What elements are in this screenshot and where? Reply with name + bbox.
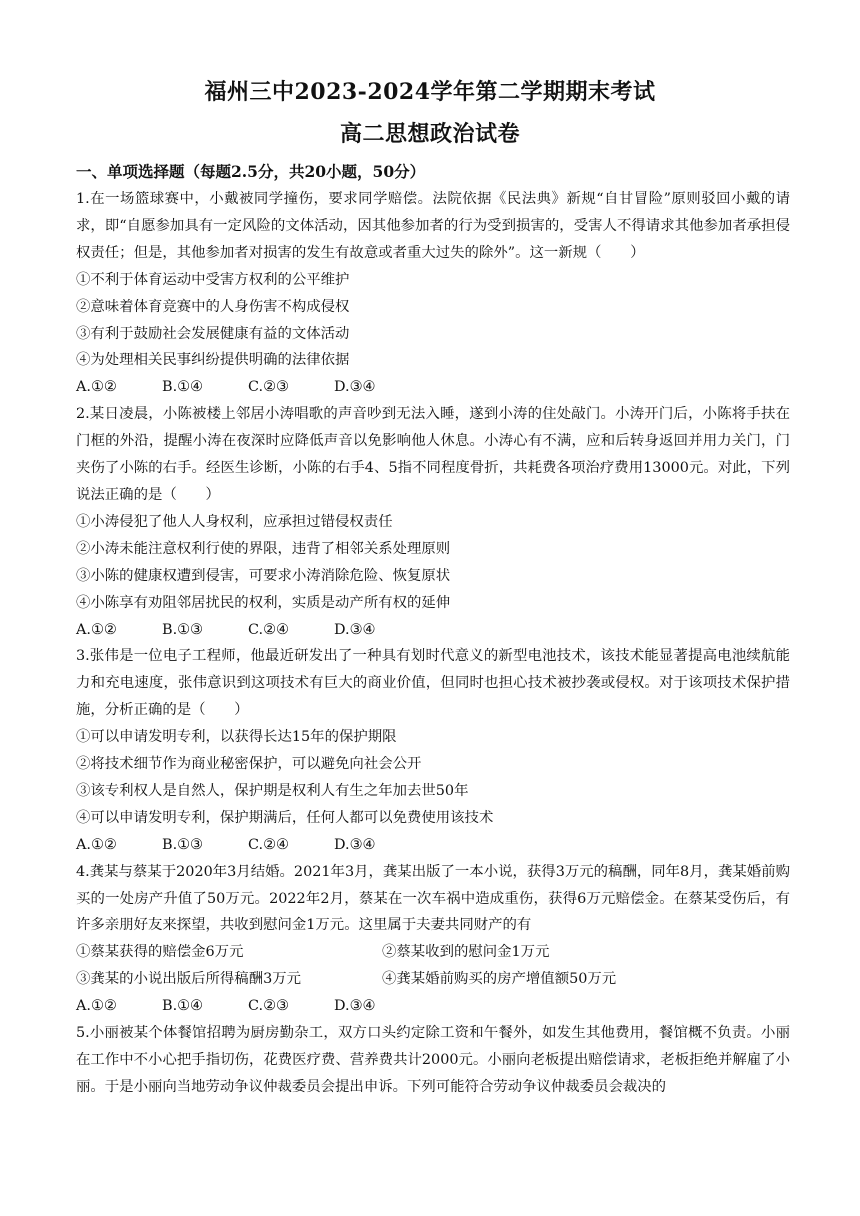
question-stem: 3.张伟是一位电子工程师，他最近研发出了一种具有划时代意义的新型电池技术，该技术能显著提高电池续航能力和充电速度，张伟意识到这项技术有巨大的商业价值，但同时也担心技术被抄袭或侵权。对于该项技术保护措施，分析正确的是（ ） — [76, 648, 790, 719]
question-stem: 2.某日凌晨，小陈被楼上邻居小涛唱歌的声音吵到无法入睡，遂到小涛的住处敲门。小涛开门后，小陈将手扶在门框的外沿，提醒小涛在夜深时应降低声音以免影响他人休息。小涛心有不满，应和后转身返回并用力关门，门夹伤了小陈的右手。经医生诊断，小陈的右手4、5指不同程度骨折，共耗费各项治疗费用13000元。对此，下列说法正确的是（ ） — [76, 406, 790, 503]
option-4: ④龚某婚前购买的房产增值额50万元 — [382, 971, 617, 988]
choice-b: B.①④ — [162, 998, 203, 1015]
choice-a: A.①② — [76, 836, 117, 853]
question-2 — [76, 401, 790, 643]
option-2: ②将技术细节作为商业秘密保护，可以避免向社会公开 — [76, 756, 422, 773]
option-2: ②蔡某收到的慰问金1万元 — [382, 944, 550, 961]
option-3: ③该专利权人是自然人，保护期是权利人有生之年加去世50年 — [76, 782, 469, 799]
choice-a: A.①② — [76, 379, 117, 396]
option-4: ④可以申请发明专利，保护期满后，任何人都可以免费使用该技术 — [76, 809, 494, 826]
option-4: ④为处理相关民事纠纷提供明确的法律依据 — [76, 352, 350, 369]
answer-choices — [76, 832, 790, 859]
question-list — [76, 186, 790, 1101]
option-2: ②意味着体育竞赛中的人身伤害不构成侵权 — [76, 298, 350, 315]
option-3: ③龚某的小说出版后所得稿酬3万元 — [76, 971, 302, 988]
option-row — [76, 966, 790, 993]
choice-c: C.②③ — [248, 379, 289, 396]
choice-d: D.③④ — [334, 379, 376, 396]
choice-c: C.②④ — [248, 836, 289, 853]
choice-c: C.②③ — [248, 998, 289, 1015]
choice-a: A.①② — [76, 998, 117, 1015]
choice-d: D.③④ — [334, 836, 376, 853]
question-5 — [76, 1020, 790, 1101]
choice-d: D.③④ — [334, 621, 376, 638]
question-stem: 5.小丽被某个体餐馆招聘为厨房勤杂工，双方口头约定除工资和午餐外，如发生其他费用，餐馆概不负责。小丽在工作中不小心把手指切伤，花费医疗费、营养费共计2000元。小丽向老板提出赔偿请求，老板拒绝并解雇了小丽。于是小丽向当地劳动争议仲裁委员会提出申诉。下列可能符合劳动争议仲裁委员会裁决的 — [76, 1025, 790, 1095]
option-1: ①小涛侵犯了他人人身权利，应承担过错侵权责任 — [76, 513, 393, 530]
question-1 — [76, 186, 790, 401]
choice-a: A.①② — [76, 621, 117, 638]
exam-title: 福州三中2023-2024学年第二学期期末考试 — [204, 79, 656, 105]
section-heading: 一、单项选择题（每题2.5分，共20小题，50分） — [76, 162, 426, 181]
choice-d: D.③④ — [334, 998, 376, 1015]
choice-b: B.①④ — [162, 379, 203, 396]
option-row — [76, 939, 790, 966]
option-1: ①可以申请发明专利，以获得长达15年的保护期限 — [76, 729, 397, 746]
option-1: ①不利于体育运动中受害方权利的公平维护 — [76, 271, 350, 288]
choice-b: B.①③ — [162, 836, 203, 853]
question-4 — [76, 859, 790, 1020]
answer-choices — [76, 617, 790, 644]
question-stem: 4.龚某与蔡某于2020年3月结婚。2021年3月，龚某出版了一本小说，获得3万元的稿酬，同年8月，龚某婚前购买的一处房产升值了50万元。2022年2月，蔡某在一次车祸中造成重伤，获得6万元赔偿金。在蔡某受伤后，有许多亲朋好友来探望，共收到慰问金1万元。这里属于夫妻共同财产的有 — [76, 863, 790, 934]
answer-choices — [76, 993, 790, 1020]
choice-c: C.②④ — [248, 621, 289, 638]
exam-subtitle: 高二思想政治试卷 — [339, 121, 520, 147]
option-3: ③小陈的健康权遭到侵害，可要求小涛消除危险、恢复原状 — [76, 567, 451, 584]
question-stem: 1.在一场篮球赛中，小戴被同学撞伤，要求同学赔偿。法院依据《民法典》新规“自甘冒险”原则驳回小戴的请求，即“自愿参加具有一定风险的文体活动，因其他参加者的行为受到损害的，受害人不得请求其他参加者承担侵权责任；但是，其他参加者对损害的发生有故意或者重大过失的除外”。这一新规（ ） — [76, 191, 790, 261]
option-1: ①蔡某获得的赔偿金6万元 — [76, 944, 244, 961]
option-4: ④小陈享有劝阻邻居扰民的权利，实质是动产所有权的延伸 — [76, 594, 451, 611]
option-3: ③有利于鼓励社会发展健康有益的文体活动 — [76, 325, 350, 342]
choice-b: B.①③ — [162, 621, 203, 638]
option-2: ②小涛未能注意权利行使的界限，违背了相邻关系处理原则 — [76, 540, 451, 557]
answer-choices — [76, 374, 790, 401]
question-3 — [76, 643, 790, 858]
